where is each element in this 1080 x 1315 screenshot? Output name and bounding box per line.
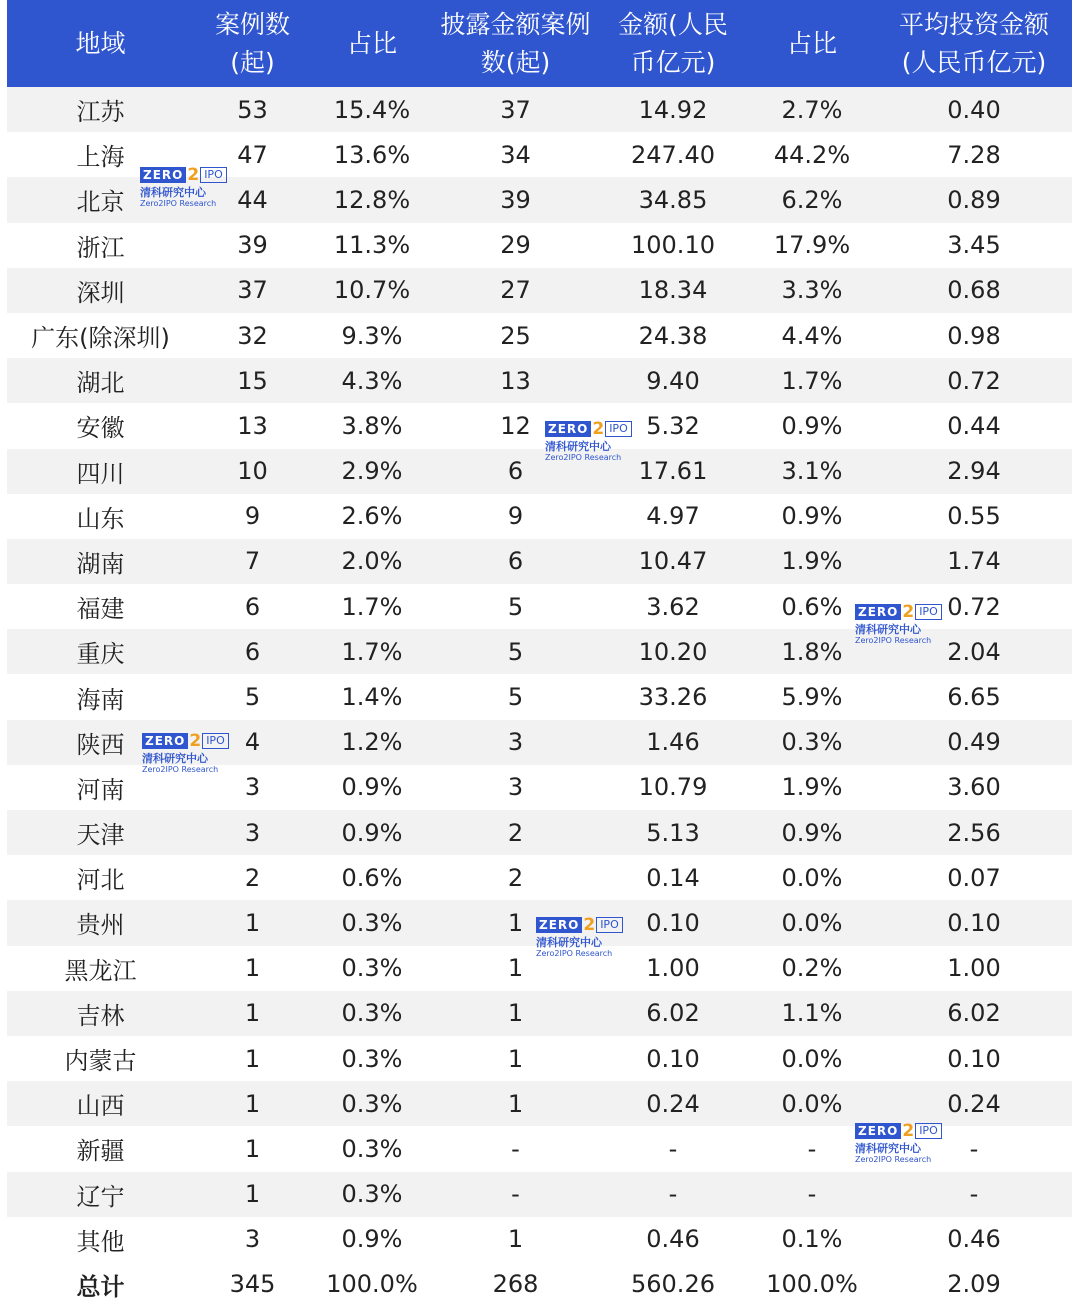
- table-cell: 0.49: [876, 720, 1072, 765]
- watermark-brand-right: IPO: [915, 1123, 942, 1139]
- table-cell: 5.13: [598, 810, 748, 855]
- table-cell: 3: [194, 810, 311, 855]
- table-row: [7, 268, 1072, 313]
- table-cell: 6.02: [598, 991, 748, 1036]
- table-cell: -: [598, 1172, 748, 1217]
- table-cell: 1: [433, 1036, 598, 1081]
- table-cell: 7.28: [876, 132, 1072, 177]
- watermark-brand-right: IPO: [202, 733, 229, 749]
- table-cell: 15.4%: [311, 87, 433, 132]
- table-cell: 2.7%: [748, 87, 876, 132]
- table-cell: 2.04: [876, 629, 1072, 674]
- table-row: [7, 403, 1072, 448]
- table-cell: 5: [433, 584, 598, 629]
- table-cell: 3: [194, 1217, 311, 1262]
- table-cell: 吉林: [7, 991, 194, 1036]
- table-cell: 0.9%: [311, 810, 433, 855]
- table-cell: 1.4%: [311, 674, 433, 719]
- table-cell: 5: [433, 674, 598, 719]
- table-row: [7, 674, 1072, 719]
- table-cell: 0.46: [876, 1217, 1072, 1262]
- header-line: 占比: [346, 28, 397, 58]
- table-cell: 13.6%: [311, 132, 433, 177]
- table-row: [7, 584, 1072, 629]
- table-cell: 3: [433, 765, 598, 810]
- table-cell: 广东(除深圳): [7, 313, 194, 358]
- table-cell: 1.2%: [311, 720, 433, 765]
- table-cell: 1.74: [876, 539, 1072, 584]
- table-cell: 2: [433, 810, 598, 855]
- table-row: [7, 810, 1072, 855]
- table-cell: 6: [194, 584, 311, 629]
- table-cell: 0.89: [876, 177, 1072, 222]
- table-cell: 0.9%: [311, 765, 433, 810]
- table-cell: 3: [194, 765, 311, 810]
- table-cell: 1: [433, 1081, 598, 1126]
- table-cell: 2.56: [876, 810, 1072, 855]
- table-cell: 重庆: [7, 629, 194, 674]
- header-line: 占比: [786, 28, 837, 58]
- table-row: [7, 765, 1072, 810]
- table-cell: 1: [194, 1172, 311, 1217]
- table-cell: 0.72: [876, 358, 1072, 403]
- table-cell: 0.6%: [311, 855, 433, 900]
- watermark-brand-left: ZERO: [142, 733, 188, 749]
- table-row: [7, 177, 1072, 222]
- table-cell: 14.92: [598, 87, 748, 132]
- table-cell: 山西: [7, 1081, 194, 1126]
- table-cell: 福建: [7, 584, 194, 629]
- table-cell: 0.10: [598, 900, 748, 945]
- table-body: [7, 87, 1072, 1307]
- table-cell: 0.3%: [311, 1036, 433, 1081]
- header-cell: [7, 0, 194, 87]
- header-line: 数(起): [480, 47, 551, 77]
- watermark-cn: 清科研究中心: [536, 936, 602, 949]
- table-cell: 1.46: [598, 720, 748, 765]
- table-cell: 0.10: [598, 1036, 748, 1081]
- table-cell: 1.8%: [748, 629, 876, 674]
- table-cell: 总计: [7, 1262, 194, 1307]
- table-cell: 0.0%: [748, 1036, 876, 1081]
- watermark-brand-left: ZERO: [855, 604, 901, 620]
- watermark-brand-mid: 2: [189, 731, 202, 751]
- header-line: 币亿元): [630, 47, 716, 77]
- table-row: [7, 629, 1072, 674]
- table-cell: -: [876, 1172, 1072, 1217]
- table-row: [7, 1126, 1072, 1171]
- table-cell: 3.60: [876, 765, 1072, 810]
- table-cell: 1: [433, 991, 598, 1036]
- table-cell: 0.0%: [748, 1081, 876, 1126]
- table-cell: 5.32: [598, 403, 748, 448]
- table-cell: 2: [194, 855, 311, 900]
- table-cell: 6.02: [876, 991, 1072, 1036]
- table-cell: 10: [194, 449, 311, 494]
- table-cell: 6.2%: [748, 177, 876, 222]
- table-cell: 29: [433, 223, 598, 268]
- table-header-row: [7, 0, 1072, 87]
- table-cell: 5.9%: [748, 674, 876, 719]
- table-row: [7, 720, 1072, 765]
- table-cell: 贵州: [7, 900, 194, 945]
- table-cell: 37: [433, 87, 598, 132]
- watermark-cn: 清科研究中心: [140, 186, 206, 199]
- table-cell: 44.2%: [748, 132, 876, 177]
- watermark-en: Zero2IPO Research: [142, 765, 219, 774]
- table-row: [7, 313, 1072, 358]
- table-cell: 0.40: [876, 87, 1072, 132]
- table-cell: 1.00: [598, 946, 748, 991]
- table-cell: 268: [433, 1262, 598, 1307]
- table-cell: 5: [433, 629, 598, 674]
- table-cell: 2: [433, 855, 598, 900]
- table-row: [7, 449, 1072, 494]
- table-cell: 0.3%: [311, 1126, 433, 1171]
- table-cell: 13: [194, 403, 311, 448]
- header-line: (起): [230, 47, 275, 77]
- table-cell: 黑龙江: [7, 946, 194, 991]
- table-cell: 34: [433, 132, 598, 177]
- table-cell: 山东: [7, 494, 194, 539]
- watermark-brand-left: ZERO: [855, 1123, 901, 1139]
- table-cell: 陕西: [7, 720, 194, 765]
- table-cell: 海南: [7, 674, 194, 719]
- header-cell: [433, 0, 598, 87]
- table-cell: 0.3%: [311, 1081, 433, 1126]
- watermark-en: Zero2IPO Research: [140, 199, 217, 208]
- table-row: [7, 1081, 1072, 1126]
- table-cell: 24.38: [598, 313, 748, 358]
- table-cell: -: [598, 1126, 748, 1171]
- table-cell: -: [748, 1126, 876, 1171]
- table-cell: 100.10: [598, 223, 748, 268]
- header-line: 案例数: [214, 9, 290, 39]
- table-cell: 0.44: [876, 403, 1072, 448]
- table-cell: 44: [194, 177, 311, 222]
- table-row: [7, 900, 1072, 945]
- table-cell: 内蒙古: [7, 1036, 194, 1081]
- table-row: [7, 855, 1072, 900]
- table-cell: 3.8%: [311, 403, 433, 448]
- table-cell: 0.72: [876, 584, 1072, 629]
- table-cell: 0.55: [876, 494, 1072, 539]
- table-row: [7, 1217, 1072, 1262]
- table-cell: 100.0%: [748, 1262, 876, 1307]
- table-cell: 1.7%: [311, 584, 433, 629]
- table-cell: 新疆: [7, 1126, 194, 1171]
- table-cell: 1.7%: [311, 629, 433, 674]
- investment-by-region-table: [7, 0, 1072, 1307]
- table-cell: 1: [194, 946, 311, 991]
- table-cell: 15: [194, 358, 311, 403]
- table-cell: 17.61: [598, 449, 748, 494]
- table-cell: 1: [433, 1217, 598, 1262]
- watermark-brand-left: ZERO: [545, 421, 591, 437]
- table-row: [7, 539, 1072, 584]
- table-cell: 0.0%: [748, 900, 876, 945]
- table-cell: 0.2%: [748, 946, 876, 991]
- watermark-cn: 清科研究中心: [545, 440, 611, 453]
- table-cell: 25: [433, 313, 598, 358]
- table-cell: 9: [433, 494, 598, 539]
- table-cell: 0.3%: [311, 900, 433, 945]
- table-cell: 53: [194, 87, 311, 132]
- table-cell: 4.3%: [311, 358, 433, 403]
- table-cell: 0.07: [876, 855, 1072, 900]
- watermark-cn: 清科研究中心: [142, 752, 208, 765]
- header-line: 金额(人民: [618, 9, 728, 39]
- table-cell: 1.7%: [748, 358, 876, 403]
- table-cell: 深圳: [7, 268, 194, 313]
- table-cell: 1: [194, 1081, 311, 1126]
- table-cell: 9: [194, 494, 311, 539]
- table-cell: 0.24: [598, 1081, 748, 1126]
- table-cell: 33.26: [598, 674, 748, 719]
- table-row: [7, 358, 1072, 403]
- table-cell: 6: [433, 539, 598, 584]
- table-cell: 17.9%: [748, 223, 876, 268]
- table-cell: -: [876, 1126, 1072, 1171]
- table-cell: 10.79: [598, 765, 748, 810]
- table-cell: 1: [433, 946, 598, 991]
- table-cell: 39: [433, 177, 598, 222]
- table-cell: 10.47: [598, 539, 748, 584]
- table-cell: 安徽: [7, 403, 194, 448]
- table-cell: 11.3%: [311, 223, 433, 268]
- watermark-brand-left: ZERO: [536, 917, 582, 933]
- table-cell: 0.3%: [311, 991, 433, 1036]
- watermark-brand-right: IPO: [915, 604, 942, 620]
- watermark-brand-left: ZERO: [140, 167, 186, 183]
- table-cell: 2.9%: [311, 449, 433, 494]
- table-cell: 13: [433, 358, 598, 403]
- table-cell: 上海: [7, 132, 194, 177]
- table-cell: 1: [194, 900, 311, 945]
- table-cell: 0.9%: [748, 810, 876, 855]
- table-cell: 3.62: [598, 584, 748, 629]
- table-cell: 3.3%: [748, 268, 876, 313]
- table-cell: -: [433, 1172, 598, 1217]
- table-cell: 1.9%: [748, 539, 876, 584]
- table-cell: 天津: [7, 810, 194, 855]
- table-cell: 0.3%: [311, 1172, 433, 1217]
- table-cell: 12.8%: [311, 177, 433, 222]
- table-cell: 0.6%: [748, 584, 876, 629]
- table-cell: 2.94: [876, 449, 1072, 494]
- table-cell: 其他: [7, 1217, 194, 1262]
- watermark-en: Zero2IPO Research: [536, 949, 613, 958]
- table-cell: 4: [194, 720, 311, 765]
- table-cell: 1: [194, 1126, 311, 1171]
- table-cell: 0.10: [876, 1036, 1072, 1081]
- table-cell: 2.0%: [311, 539, 433, 584]
- table-row: [7, 1172, 1072, 1217]
- table-cell: 2.09: [876, 1262, 1072, 1307]
- header-line: 披露金额案例: [440, 9, 591, 39]
- table-cell: 0.9%: [311, 1217, 433, 1262]
- watermark-cn: 清科研究中心: [855, 1142, 921, 1155]
- table-cell: 3.45: [876, 223, 1072, 268]
- header-line: 地域: [75, 28, 126, 58]
- table-cell: 7: [194, 539, 311, 584]
- header-cell: [194, 0, 311, 87]
- table-cell: 3.1%: [748, 449, 876, 494]
- table-cell: 1: [433, 900, 598, 945]
- table-cell: 100.0%: [311, 1262, 433, 1307]
- table-cell: 12: [433, 403, 598, 448]
- table-cell: 1: [194, 1036, 311, 1081]
- watermark-cn: 清科研究中心: [855, 623, 921, 636]
- table-cell: 0.3%: [748, 720, 876, 765]
- table-cell: 0.0%: [748, 855, 876, 900]
- watermark-brand-right: IPO: [605, 421, 632, 437]
- watermark-brand-mid: 2: [187, 165, 200, 185]
- table-cell: 0.68: [876, 268, 1072, 313]
- table-row: [7, 87, 1072, 132]
- table-cell: 10.20: [598, 629, 748, 674]
- watermark-brand-mid: 2: [592, 419, 605, 439]
- table-cell: 浙江: [7, 223, 194, 268]
- watermark-en: Zero2IPO Research: [855, 636, 932, 645]
- table-cell: 18.34: [598, 268, 748, 313]
- table-cell: 0.10: [876, 900, 1072, 945]
- table-row: [7, 223, 1072, 268]
- header-cell: [598, 0, 748, 87]
- table-cell: 6: [194, 629, 311, 674]
- table-row: [7, 991, 1072, 1036]
- table-cell: 1.9%: [748, 765, 876, 810]
- table-row: [7, 1036, 1072, 1081]
- table-cell: 6: [433, 449, 598, 494]
- table-cell: 39: [194, 223, 311, 268]
- header-cell: [876, 0, 1072, 87]
- table-cell: 湖北: [7, 358, 194, 403]
- watermark-brand-right: IPO: [200, 167, 227, 183]
- table-cell: 3: [433, 720, 598, 765]
- watermark-brand-right: IPO: [596, 917, 623, 933]
- table-cell: 32: [194, 313, 311, 358]
- table-cell: 江苏: [7, 87, 194, 132]
- table-cell: 北京: [7, 177, 194, 222]
- table-cell: 0.9%: [748, 403, 876, 448]
- table-cell: 0.98: [876, 313, 1072, 358]
- table-cell: 2.6%: [311, 494, 433, 539]
- table-row: [7, 132, 1072, 177]
- table-cell: 560.26: [598, 1262, 748, 1307]
- header-line: 平均投资金额: [898, 9, 1049, 39]
- table-cell: 四川: [7, 449, 194, 494]
- header-line: (人民币亿元): [901, 47, 1047, 77]
- table-cell: 1: [194, 991, 311, 1036]
- watermark-brand-mid: 2: [902, 1121, 915, 1141]
- table-cell: 河北: [7, 855, 194, 900]
- header-cell: [311, 0, 433, 87]
- table-cell: 0.9%: [748, 494, 876, 539]
- table-cell: 0.46: [598, 1217, 748, 1262]
- table-cell: -: [433, 1126, 598, 1171]
- table-cell: 6.65: [876, 674, 1072, 719]
- table-cell: 湖南: [7, 539, 194, 584]
- watermark-brand-mid: 2: [583, 915, 596, 935]
- table-cell: 0.24: [876, 1081, 1072, 1126]
- table-cell: 0.1%: [748, 1217, 876, 1262]
- table-cell: 4.97: [598, 494, 748, 539]
- table-cell: 47: [194, 132, 311, 177]
- table-cell: 5: [194, 674, 311, 719]
- header-cell: [748, 0, 876, 87]
- watermark-en: Zero2IPO Research: [855, 1155, 932, 1164]
- table-cell: 345: [194, 1262, 311, 1307]
- table-cell: 34.85: [598, 177, 748, 222]
- table-cell: 1.00: [876, 946, 1072, 991]
- table-cell: 37: [194, 268, 311, 313]
- table-cell: 1.1%: [748, 991, 876, 1036]
- table-cell: 4.4%: [748, 313, 876, 358]
- table-row: [7, 946, 1072, 991]
- table-cell: 9.40: [598, 358, 748, 403]
- table-cell: 9.3%: [311, 313, 433, 358]
- table-cell: 河南: [7, 765, 194, 810]
- table-cell: 247.40: [598, 132, 748, 177]
- watermark-en: Zero2IPO Research: [545, 453, 622, 462]
- table-row: [7, 1262, 1072, 1307]
- table-cell: 辽宁: [7, 1172, 194, 1217]
- table-cell: 10.7%: [311, 268, 433, 313]
- table-row: [7, 494, 1072, 539]
- watermark-brand-mid: 2: [902, 602, 915, 622]
- table-cell: 0.3%: [311, 946, 433, 991]
- table-cell: 0.14: [598, 855, 748, 900]
- table-cell: -: [748, 1172, 876, 1217]
- table-cell: 27: [433, 268, 598, 313]
